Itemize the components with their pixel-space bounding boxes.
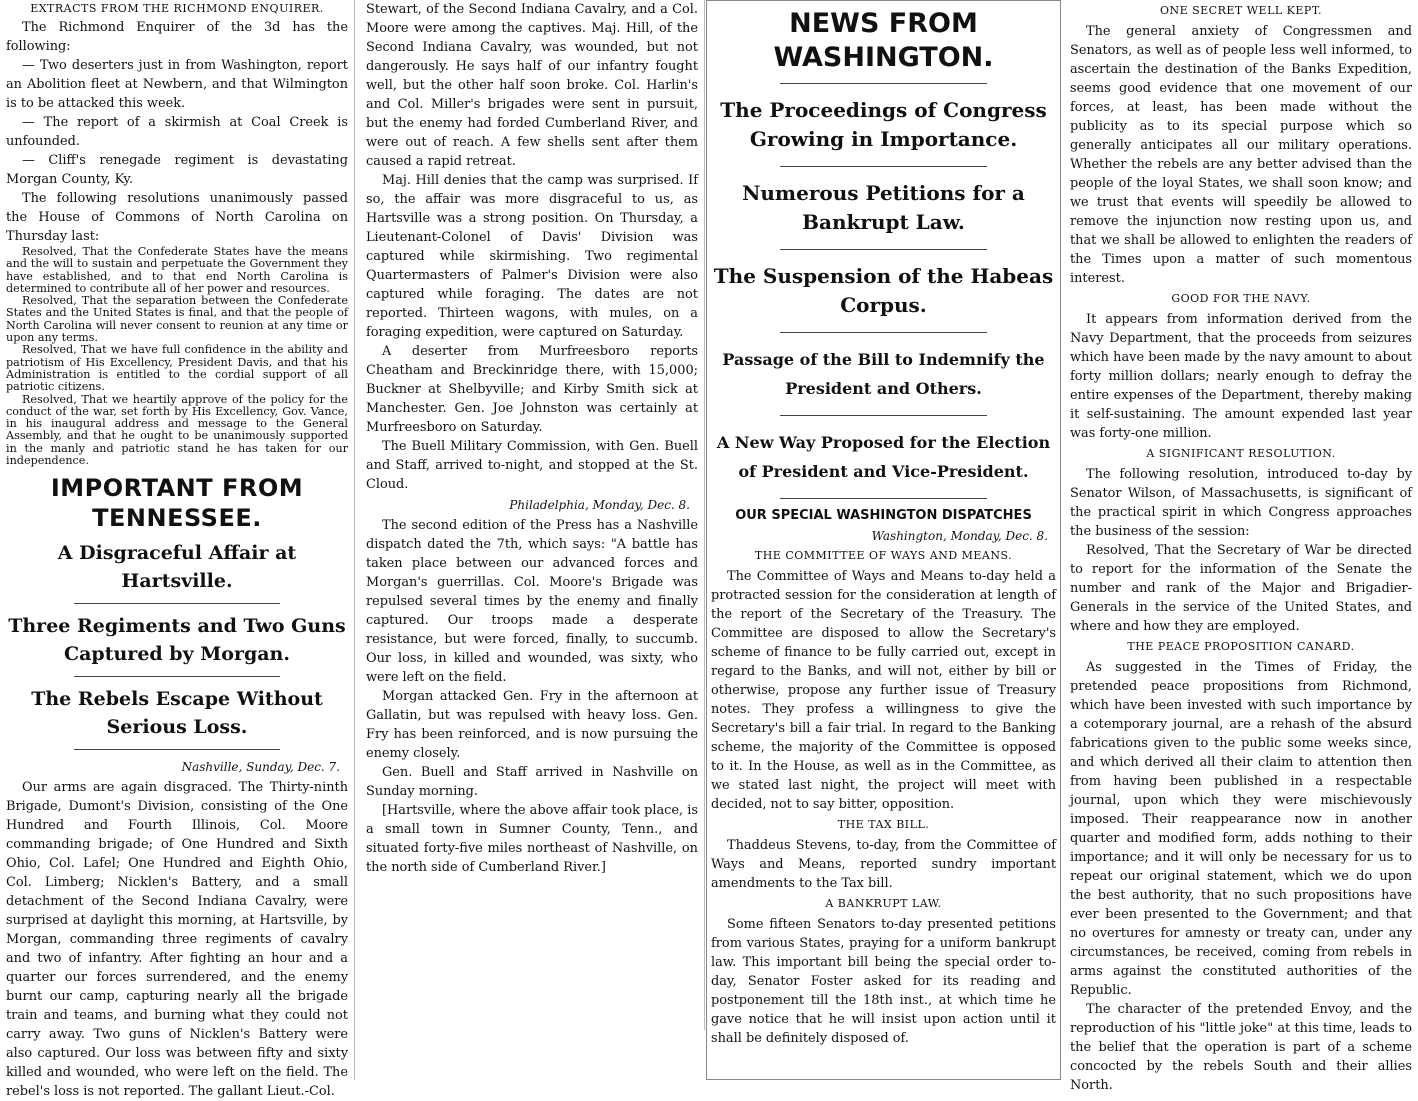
dateline: Washington, Monday, Dec. 8.	[871, 529, 1048, 543]
dateline: Philadelphia, Monday, Dec. 8.	[509, 498, 690, 512]
subheading: THE TAX BILL.	[837, 818, 930, 831]
subheading: THE COMMITTEE OF WAYS AND MEANS.	[754, 549, 1013, 562]
paragraph: — Two deserters just in from Washington, report an Abolition fleet at Newbern, and that Wilmington is to be attacked this week.	[6, 58, 348, 111]
divider	[780, 498, 987, 499]
paragraph: A deserter from Murfreesboro reports Cheatham and Breckinridge there, with 15,000; Buckner at Shelbyville; and Kirby Smith sick at Manchester. Gen. Joe Johnston was certainly at Murfreesboro on Saturday.	[366, 344, 698, 435]
resolution: Resolved, That the separation between the Confederate States and the United States is final, and that the people of North Carolina will never consent to reunion at any time or upon any terms.	[6, 294, 348, 345]
section-kicker: EXTRACTS FROM THE RICHMOND ENQUIRER.	[30, 2, 324, 15]
paragraph: The following resolution, introduced to-day by Senator Wilson, of Massachusetts, is significant of the practical spirit in which Congress approaches the business of the session:	[1070, 467, 1412, 539]
section-heading: OUR SPECIAL WASHINGTON DISPATCHES	[735, 508, 1032, 523]
paragraph: The Committee of Ways and Means to-day held a protracted session for the consideration at length of the report of the Secretary of the Treasury. The Committee are disposed to allow the Secretary's scheme of finance to be fully carried out, except in regard to the Banks, and will not, either by bill or otherwise, propose any further issue of Treasury notes. They profess a willingness to give the Secretary's bill a fair trial. In regard to the Banking scheme, the majority of the Committee is opposed to it. In the House, as well as in the Committee, as we stated last night, the project will meet with decided, not to say bitter, opposition.	[711, 569, 1056, 812]
paragraph: Resolved, That the Secretary of War be directed to report for the information of the Senate the number and rank of the Major and Brigadier-Generals in the service of the United States, and where and how they are employed.	[1070, 543, 1412, 634]
paragraph: It appears from information derived from the Navy Department, that the proceeds from seizures which have been made by the navy amount to about forty million dollars; nearly enough to defray the entire expenses of the Department, thereby making it self-sustaining. The amount expended last year was forty-one million.	[1070, 312, 1412, 441]
deck: The Rebels Escape Without Serious Loss.	[31, 688, 323, 739]
divider	[74, 676, 279, 677]
deck: The Proceedings of Congress Growing in Importance.	[720, 98, 1047, 151]
divider	[780, 83, 987, 84]
subheading: GOOD FOR THE NAVY.	[1171, 292, 1311, 305]
paragraph: Thaddeus Stevens, to-day, from the Committee of Ways and Means, reported sundry important amendments to the Tax bill.	[711, 838, 1056, 891]
paragraph: Maj. Hill denies that the camp was surprised. If so, the affair was more disgraceful to us, as Hartsville was a strong position. On Thursday, a Lieutenant-Colonel of Davis' Division was captured while skirmishing. Two regimental Quartermasters of Palmer's Division were also captured while foraging. The dates are not reported. Thirteen wagons, with mules, on a foraging expedition, were captured on Saturday.	[366, 173, 698, 340]
deck: A Disgraceful Affair at Hartsville.	[57, 542, 297, 593]
column-2	[360, 0, 705, 1030]
deck: Three Regiments and Two Guns Captured by Morgan.	[8, 615, 346, 666]
resolution: Resolved, That we have full confidence in the ability and patriotism of His Excellency, President Davis, and that his Administration is entitled to the cordial support of all patriotic citizens.	[6, 343, 348, 394]
dateline: Nashville, Sunday, Dec. 7.	[181, 760, 340, 775]
headline: IMPORTANT FROM TENNESSEE.	[50, 474, 304, 533]
subheading: A SIGNIFICANT RESOLUTION.	[1146, 447, 1336, 460]
deck: A New Way Proposed for the Election of President and Vice-President.	[716, 433, 1051, 481]
resolution: Resolved, That we heartily approve of the policy for the conduct of the war, set forth by His Excellency, Gov. Vance, in his inaugural address and message to the General Assembly, and that he ought to be unanimously supported in the manly and patriotic stand he has taken for our independence.	[6, 392, 348, 468]
paragraph: Our arms are again disgraced. The Thirty-ninth Brigade, Dumont's Division, consisting of the One Hundred and Fourth Illinois, Col. Moore commanding brigade; of One Hundred and Sixth Ohio, Col. Lafel; One Hundred and Eighth Ohio, Col. Limberg; Nicklen's Battery, and a small detachment of the Second Indiana Cavalry, were surprised at daylight this morning, at Hartsville, by Morgan, commanding three regiments of cavalry and two of infantry. After fighting an hour and a quarter our forces surrendered, and the enemy burnt our camp, capturing nearly all the brigade train and teams, and burning what they could not carry away. Two guns of Nicklen's Battery were also captured. Our loss was between fifty and sixty killed and wounded, who were left on the field. The rebel's loss is not reported. The gallant Lieut.-Col.	[6, 780, 348, 1100]
paragraph: [Hartsville, where the above affair took place, is a small town in Sumner County, Tenn., and situated forty-five miles northeast of Nashville, on the north side of Cumberland River.]	[366, 803, 698, 875]
paragraph: Stewart, of the Second Indiana Cavalry, and a Col. Moore were among the captives. Maj. Hill, of the Second Indiana Cavalry, was wounded, but not dangerously. He says half of our infantry fought well, but the other half soon broke. Col. Harlin's and Col. Miller's brigades were sent in pursuit, but the enemy had forded Cumberland River, and were out of reach. A few shells sent after them caused a rapid retreat.	[366, 2, 698, 169]
column-3	[706, 0, 1061, 1080]
deck: The Suspension of the Habeas Corpus.	[713, 264, 1054, 317]
deck: Numerous Petitions for a Bankrupt Law.	[742, 181, 1025, 234]
subheading: ONE SECRET WELL KEPT.	[1159, 4, 1323, 17]
paragraph: The Buell Military Commission, with Gen. Buell and Staff, arrived to-night, and stopped at the St. Cloud.	[366, 439, 698, 492]
paragraph: As suggested in the Times of Friday, the pretended peace propositions from Richmond, which have been invested with such importance by a cotemporary journal, are a rehash of the absurd fabrications given to the public some weeks since, and which derived all their claim to attention then from having been published in a respectable journal, upon which they were mischievously imposed. Their reappearance now in another quarter and modified form, adds nothing to their importance; and it will only be necessary for us to repeat our original statement, which we do upon the best authority, that no such propositions have ever been presented to the Government; and that no overtures for amnesty or treaty can, under any circumstances, be received, coming from rebels in arms against the constituted authorities of the Republic.	[1070, 660, 1412, 998]
resolution: Resolved, That the Confederate States have the means and the will to sustain and perpetuate the Government they have established, and to that end North Carolina is determined to contribute all of her power and resources.	[6, 245, 348, 295]
subheading: THE PEACE PROPOSITION CANARD.	[1127, 640, 1355, 653]
paragraph: The general anxiety of Congressmen and Senators, as well as of people less well informed, to ascertain the destination of the Banks Expedition, seems good evidence that one movement of our forces, at least, has been made without the publicity as to its special purpose which so generally anticipates all our military operations. Whether the rebels are any better advised than the people of the loyal States, we shall soon know; and we trust that events will speedily be allowed to remove the injunction now resting upon us, and that we shall be allowed to enlighten the readers of the Times upon a matter of such momentous interest.	[1070, 24, 1412, 286]
paragraph: The character of the pretended Envoy, and the reproduction of his "little joke" at this time, leads to the belief that the operation is part of a scheme concocted by the rebels South and their allies North.	[1070, 1002, 1412, 1093]
divider	[780, 415, 987, 416]
divider	[74, 749, 279, 750]
paragraph: The following resolutions unanimously passed the House of Commons of North Carolina on Thursday last:	[6, 191, 348, 244]
subheading: A BANKRUPT LAW.	[825, 897, 942, 910]
deck: Passage of the Bill to Indemnify the President and Others.	[722, 350, 1045, 398]
paragraph: Morgan attacked Gen. Fry in the afternoon at Gallatin, but was repulsed with heavy loss. Gen. Fry has been reinforced, and is now pursuing the enemy closely.	[366, 689, 698, 761]
paragraph: Some fifteen Senators to-day presented petitions from various States, praying for a uniform bankrupt law. This important bill being the special order to-day, Senator Foster asked for its reading and postponement till the 18th inst., at which time he gave notice that he will insist upon action until it shall be definitely disposed of.	[711, 917, 1056, 1046]
divider	[74, 603, 279, 604]
headline: NEWS FROM WASHINGTON.	[773, 8, 994, 73]
paragraph: Gen. Buell and Staff arrived in Nashville on Sunday morning.	[366, 765, 698, 799]
column-1	[0, 0, 355, 1100]
divider	[780, 332, 987, 333]
paragraph: — The report of a skirmish at Coal Creek is unfounded.	[6, 115, 348, 149]
paragraph: — Cliff's renegade regiment is devastating Morgan County, Ky.	[6, 153, 348, 187]
column-4	[1064, 0, 1418, 1093]
paragraph: The Richmond Enquirer of the 3d has the following:	[6, 20, 348, 54]
divider	[780, 249, 987, 250]
paragraph: The second edition of the Press has a Nashville dispatch dated the 7th, which says: "A battle has taken place between our advanced forces and Morgan's guerrillas. Col. Moore's Brigade was repulsed several times by the enemy and finally captured. Our troops made a desperate resistance, but were forced, finally, to succumb. Our loss, in killed and wounded, was sixty, who were left on the field.	[366, 518, 698, 685]
divider	[780, 166, 987, 167]
